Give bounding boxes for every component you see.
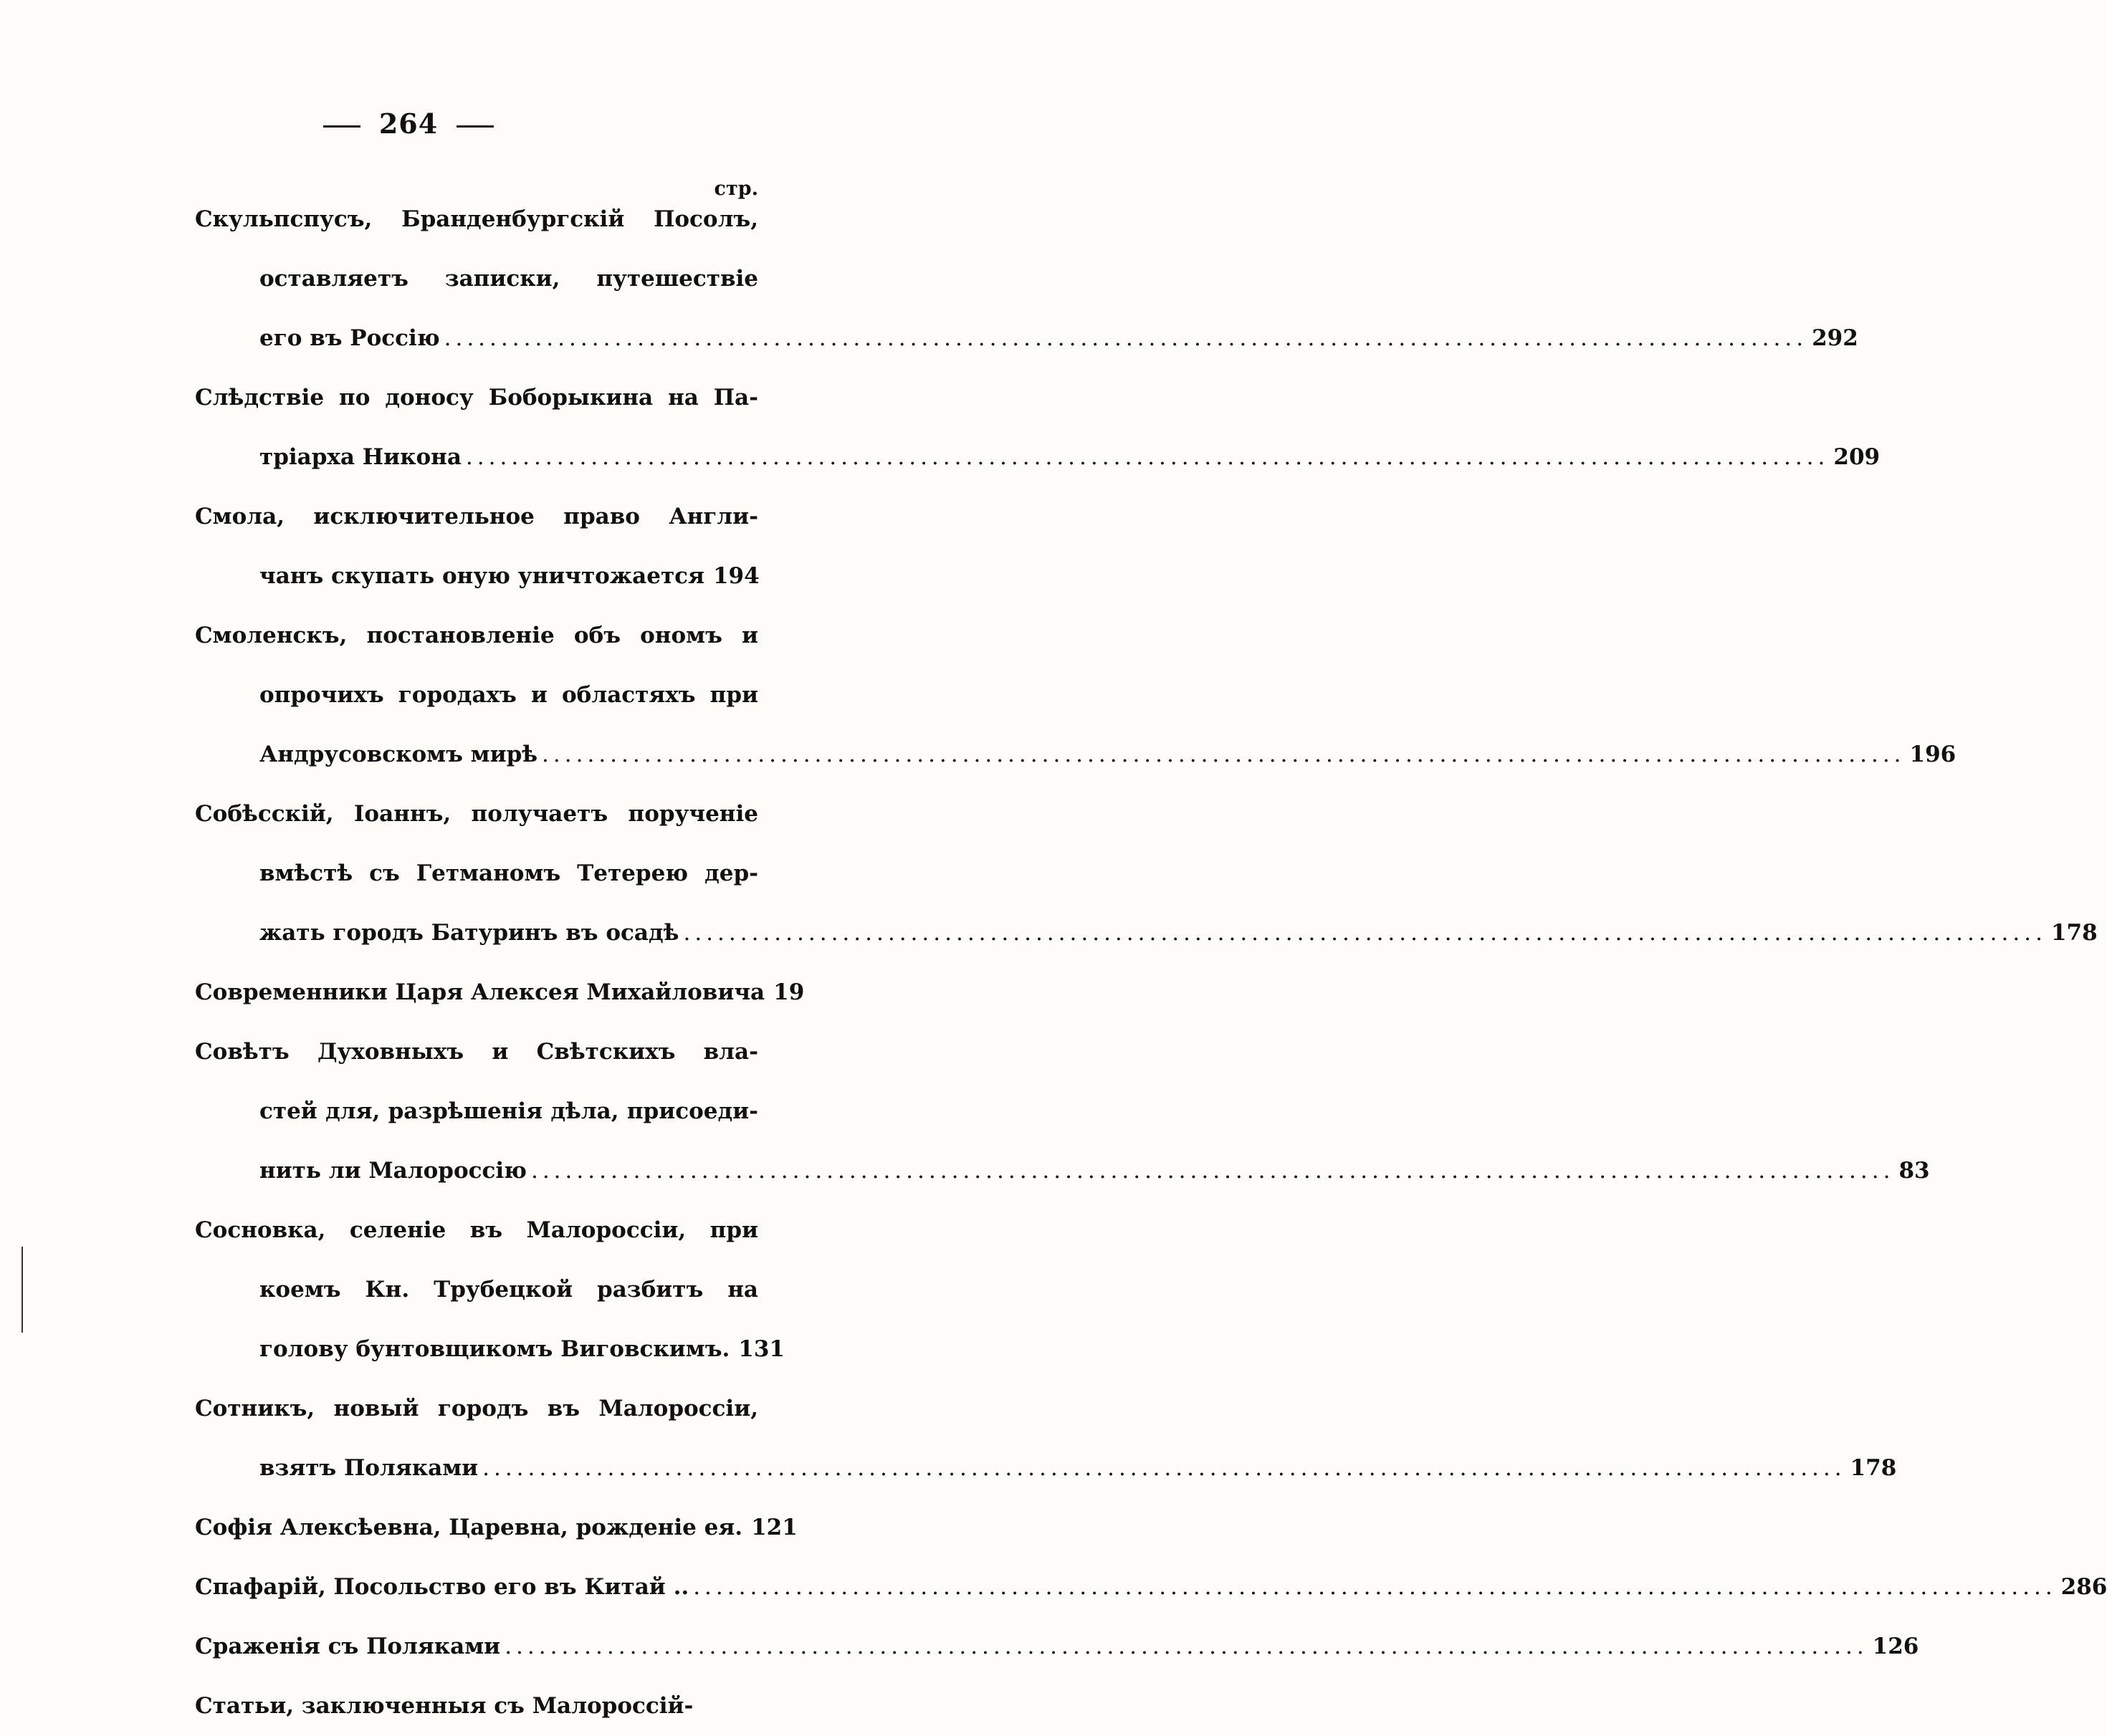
index-entry-line bbox=[195, 206, 758, 249]
page-ref: 19 bbox=[773, 979, 805, 1005]
index-entry-line bbox=[259, 1336, 785, 1379]
index-entry-line bbox=[195, 1574, 2107, 1617]
entry-text: голову бунтовщикомъ Виговскимъ. bbox=[259, 1336, 730, 1362]
index-entry-line bbox=[259, 1098, 758, 1141]
entry-text: оставляетъ записки, путешествіе bbox=[259, 266, 758, 292]
dot-leader: ........................................................................................................................ bbox=[693, 1574, 2057, 1600]
page-ref: 121 bbox=[751, 1515, 798, 1540]
page-number: 264 bbox=[378, 107, 439, 140]
page-ref: 126 bbox=[1872, 1634, 1919, 1659]
index-entry-line bbox=[259, 682, 758, 725]
entry-text: чанъ скупать оную уничтожается bbox=[259, 563, 704, 589]
left-dash bbox=[323, 125, 360, 128]
index-entry-line bbox=[259, 742, 1956, 785]
index-entry-line bbox=[195, 385, 758, 428]
entry-text: Слѣдствіе по доносу Боборыкина на Па- bbox=[195, 385, 758, 411]
entry-text: Софія Алексѣевна, Царевна, рожденіе ея. bbox=[195, 1515, 743, 1540]
entry-text: Сраженія съ Поляками bbox=[195, 1634, 501, 1659]
dot-leader: ........................................................................................................................ bbox=[683, 920, 2047, 946]
dot-leader: ........................................................................................................................ bbox=[505, 1634, 1868, 1659]
index-entry-line bbox=[195, 1039, 758, 1082]
page-ref: 131 bbox=[738, 1336, 785, 1362]
entry-text: его въ Россію bbox=[259, 325, 440, 351]
entry-text: Сотникъ, новый городъ въ Малороссіи, bbox=[195, 1396, 758, 1421]
page-column-label: стр. bbox=[714, 178, 758, 200]
dot-leader: ........................................................................................................................ bbox=[465, 444, 1830, 470]
entry-text: стей для, разрѣшенія дѣла, присоеди- bbox=[259, 1098, 758, 1124]
index-entry-line bbox=[259, 444, 1881, 487]
index-entry-line bbox=[195, 623, 758, 666]
page-ref: 178 bbox=[1850, 1455, 1897, 1481]
entry-text: Сосновка, селеніе въ Малороссіи, при bbox=[195, 1217, 758, 1243]
entry-text: взятъ Поляками bbox=[259, 1455, 479, 1481]
entry-text: коемъ Кн. Трубецкой разбитъ на bbox=[259, 1277, 758, 1303]
page-ref: 196 bbox=[1909, 742, 1956, 767]
entry-text: Смоленскъ, постановленіе объ ономъ и bbox=[195, 623, 758, 648]
index-entry-line bbox=[259, 1277, 758, 1320]
entry-text: Скульпспусъ, Бранденбургскій Посолъ, bbox=[195, 206, 758, 232]
entry-text: Современники Царя Алексея Михайловича bbox=[195, 979, 765, 1005]
entry-text: вмѣстѣ съ Гетманомъ Тетерею дер- bbox=[259, 860, 758, 886]
page-ref: 178 bbox=[2050, 920, 2098, 946]
index-entry-line bbox=[259, 266, 758, 309]
index-entry-line bbox=[195, 801, 758, 844]
index-entry-line bbox=[195, 979, 805, 1022]
entry-text: Статьи, заключенныя съ Малороссій- bbox=[195, 1693, 694, 1719]
page-ref: 209 bbox=[1833, 444, 1881, 470]
entry-text: Собѣсскій, Іоаннъ, получаетъ порученіе bbox=[195, 801, 758, 827]
index-entry-line bbox=[195, 504, 758, 547]
entry-text: нить ли Малороссію bbox=[259, 1158, 527, 1184]
index-entry-line bbox=[259, 563, 758, 606]
page-ref: 194 bbox=[712, 563, 760, 589]
page-ref: 83 bbox=[1898, 1158, 1930, 1184]
index-entry-line bbox=[195, 1634, 1919, 1677]
dot-leader: ........................................................................................................................ bbox=[482, 1455, 1846, 1481]
entry-text: опрочихъ городахъ и областяхъ при bbox=[259, 682, 758, 708]
index-entry-line bbox=[259, 1158, 1930, 1201]
entry-text: Смола, исключительное право Англи- bbox=[195, 504, 758, 529]
dot-leader: ........................................................................................................................ bbox=[530, 1158, 1895, 1184]
entry-text: тріарха Никона bbox=[259, 444, 462, 470]
index-entry-line bbox=[259, 325, 1858, 368]
index-entry-line bbox=[259, 920, 2098, 963]
index-entry-line bbox=[259, 1455, 1897, 1498]
index-entry-line bbox=[259, 860, 758, 903]
entry-text: жать городъ Батуринъ въ осадѣ bbox=[259, 920, 679, 946]
page-ref: 286 bbox=[2060, 1574, 2107, 1600]
index-entry-line bbox=[195, 1396, 758, 1439]
scan-edge-mark bbox=[22, 1247, 23, 1333]
index-entry-line bbox=[195, 1515, 798, 1558]
right-dash bbox=[457, 125, 494, 128]
entry-text: Совѣтъ Духовныхъ и Свѣтскихъ вла- bbox=[195, 1039, 758, 1065]
entry-text: Спафарій, Посольство его въ Китай .. bbox=[195, 1574, 689, 1600]
index-entry-line bbox=[195, 1217, 758, 1260]
page-header bbox=[0, 107, 817, 140]
dot-leader: ........................................................................................................................ bbox=[542, 742, 1906, 767]
dot-leader: ........................................................................................................................ bbox=[444, 325, 1808, 351]
index-entry-line bbox=[195, 1693, 758, 1736]
entry-text: Андрусовскомъ мирѣ bbox=[259, 742, 538, 767]
page-ref: 292 bbox=[1812, 325, 1858, 351]
